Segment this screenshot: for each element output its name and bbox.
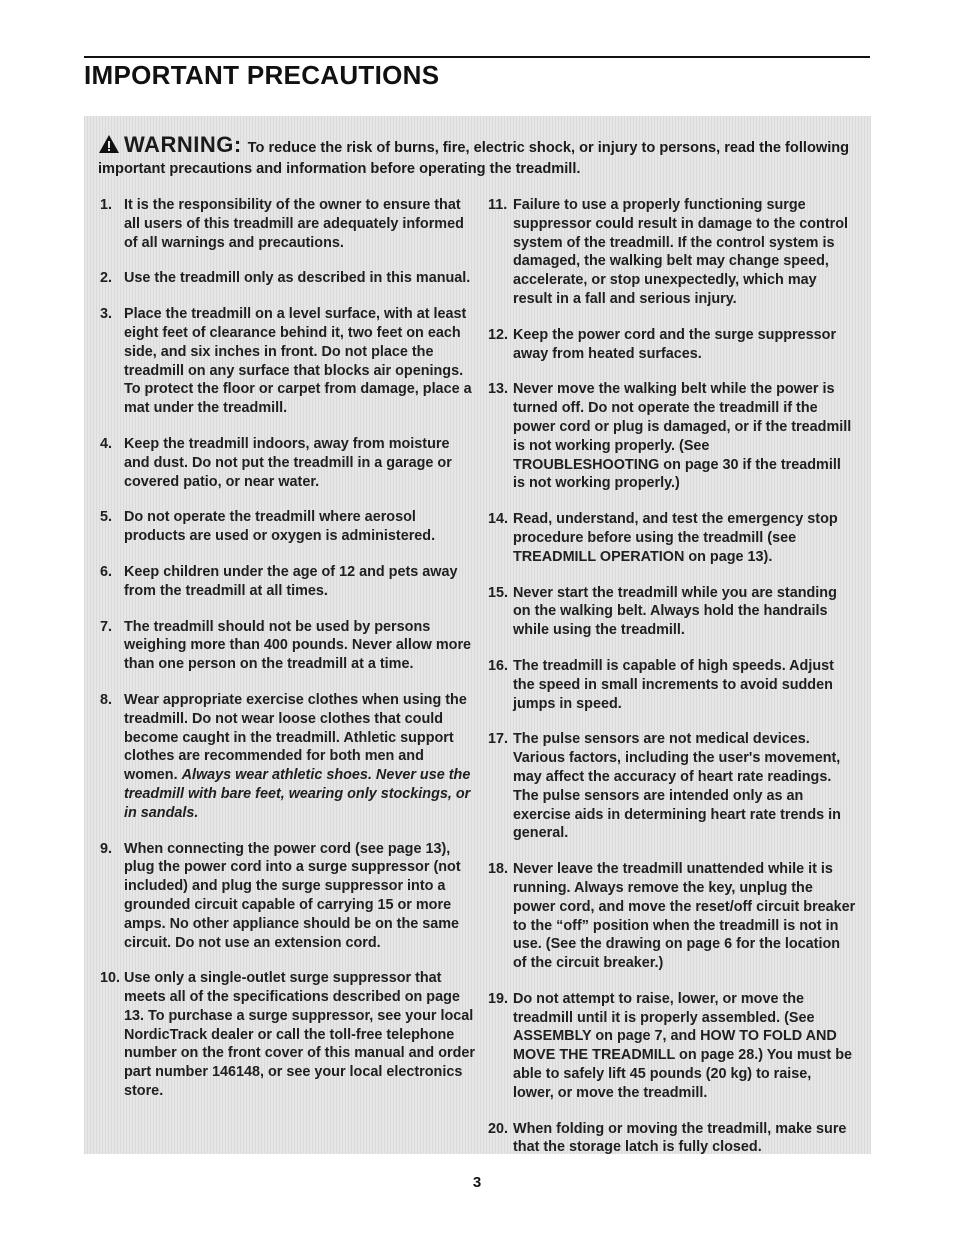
list-item [100, 563, 478, 601]
page-title: IMPORTANT PRECAUTIONS [84, 60, 440, 90]
item-text: The treadmill is capable of high speeds. Adjust the speed in small increments to avoid sudden jumps in speed. [513, 657, 834, 712]
item-number: 14. [488, 511, 509, 528]
list-item [488, 326, 856, 364]
list-item [100, 840, 478, 953]
item-text: Keep the treadmill indoors, away from moisture and dust. Do not put the treadmill in a garage or covered patio, or near water. [124, 435, 452, 490]
item-text: Never leave the treadmill unattended while it is running. Always remove the key, unplug the power cord, and move the reset/off circuit breaker to the “off” position when the treadmill is not in use. (See the drawing on page 6 for the location of the circuit breaker.) [513, 861, 856, 972]
top-rule [84, 56, 870, 58]
item-number: 3. [100, 306, 113, 323]
item-text: Use only a single-outlet surge suppressor that meets all of the specifications described on page 13. To purchase a surge suppressor, see your local NordicTrack dealer or call the toll-free telephone number on the front cover of this manual and order part number 146148, or see your local electronics store. [124, 970, 476, 1100]
warning-intro [98, 132, 858, 180]
list-item [100, 691, 478, 823]
item-text: Keep the power cord and the surge suppressor away from heated surfaces. [513, 326, 837, 362]
item-number: 5. [100, 509, 113, 526]
item-text: Use the treadmill only as described in this manual. [124, 270, 471, 287]
item-number: 1. [100, 197, 113, 213]
item-text: Place the treadmill on a level surface, with at least eight feet of clearance behind it, two feet on each side, and six inches in front. Do not place the treadmill on any surface that blocks air openings. To protect the floor or carpet from damage, place a mat under the treadmill. [124, 306, 472, 417]
list-item [488, 657, 856, 713]
right-column [488, 196, 856, 1174]
item-text: Failure to use a properly functioning surge suppressor could result in damage to the control system of the treadmill. If the control system is damaged, the walking belt may change speed, accelerate, or stop unexpectedly, which may result in a fall and serious injury. [513, 197, 849, 307]
list-item [100, 305, 478, 418]
list-item [488, 1120, 856, 1158]
warning-triangle-icon [98, 134, 120, 161]
list-item [100, 969, 478, 1101]
item-number: 19. [488, 990, 509, 1007]
list-item [488, 584, 856, 640]
item-number: 7. [100, 618, 113, 635]
item-text: When folding or moving the treadmill, make sure that the storage latch is fully closed. [513, 1120, 847, 1156]
item-number: 16. [488, 657, 509, 674]
item-text: The treadmill should not be used by persons weighing more than 400 pounds. Never allow more than one person on the treadmill at a time. [124, 618, 472, 673]
item-number: 20. [488, 1120, 509, 1137]
item-text [124, 691, 478, 823]
item-text: Do not operate the treadmill where aerosol products are used or oxygen is administered. [124, 509, 436, 545]
warning-panel [84, 116, 871, 1154]
item-text-regular: Wear appropriate exercise clothes when using the treadmill. Do not wear loose clothes that could become caught in the treadmill. Athletic support clothes are recommended for both men and women. [124, 691, 467, 784]
item-number: 17. [488, 731, 509, 748]
item-text: Keep children under the age of 12 and pets away from the treadmill at all times. [124, 563, 458, 599]
item-text: Never start the treadmill while you are standing on the walking belt. Always hold the handrails while using the treadmill. [513, 584, 837, 639]
item-number: 15. [488, 584, 509, 601]
item-number: 2. [100, 270, 113, 287]
item-text: When connecting the power cord (see page 13), plug the power cord into a surge suppressor (not included) and plug the surge suppressor into a grounded circuit capable of carrying 15 or more amps. No other appliance should be on the same circuit. Do not use an extension cord. [124, 840, 461, 951]
list-item [488, 380, 856, 493]
list-item [488, 730, 856, 843]
item-text: It is the responsibility of the owner to ensure that all users of this treadmill are adequately informed of all warnings and precautions. [124, 197, 464, 251]
item-number: 10. [100, 970, 121, 987]
item-number: 11. [488, 197, 508, 213]
left-column [100, 196, 478, 1118]
list-item [100, 196, 478, 252]
list-item [100, 435, 478, 491]
list-item [488, 860, 856, 973]
list-item [100, 618, 478, 674]
list-item [100, 269, 478, 288]
item-number: 12. [488, 326, 509, 343]
item-number: 8. [100, 691, 113, 708]
item-number: 13. [488, 381, 509, 398]
warning-heading: WARNING: [124, 132, 242, 157]
item-text: The pulse sensors are not medical devices. Various factors, including the user's movement, may affect the accuracy of heart rate readings. The pulse sensors are intended only as an exercise aids in determining heart rate trends in general. [513, 731, 841, 842]
warning-text: To reduce the risk of burns, fire, electric shock, or injury to persons, read the following important precautions and information before operating the treadmill. [98, 140, 850, 177]
list-item [488, 510, 856, 566]
item-text: Do not attempt to raise, lower, or move the treadmill until it is properly assembled. (See ASSEMBLY on page 7, and HOW TO FOLD AND MOVE THE TREADMILL on page 28.) You must be able to safely lift 45 pounds (20 kg) to raise, lower, or move the treadmill. [513, 990, 853, 1101]
list-item [100, 508, 478, 546]
item-text-italic: Always wear athletic shoes. Never use the treadmill with bare feet, wearing only stockings, or in sandals. [124, 767, 471, 821]
item-text: Read, understand, and test the emergency stop procedure before using the treadmill (see TREADMILL OPERATION on page 13). [513, 511, 838, 565]
list-item [488, 990, 856, 1103]
item-number: 9. [100, 840, 113, 857]
item-number: 6. [100, 563, 113, 580]
item-text: Never move the walking belt while the power is turned off. Do not operate the treadmill if the power cord or plug is damaged, or if the treadmill is not working properly. (See TROUBLESHOOTING on page 30 if the treadmill is not working properly.) [513, 381, 852, 492]
page-number: 3 [472, 1174, 482, 1191]
list-item [488, 196, 856, 309]
item-number: 4. [100, 435, 113, 452]
item-number: 18. [488, 861, 509, 878]
